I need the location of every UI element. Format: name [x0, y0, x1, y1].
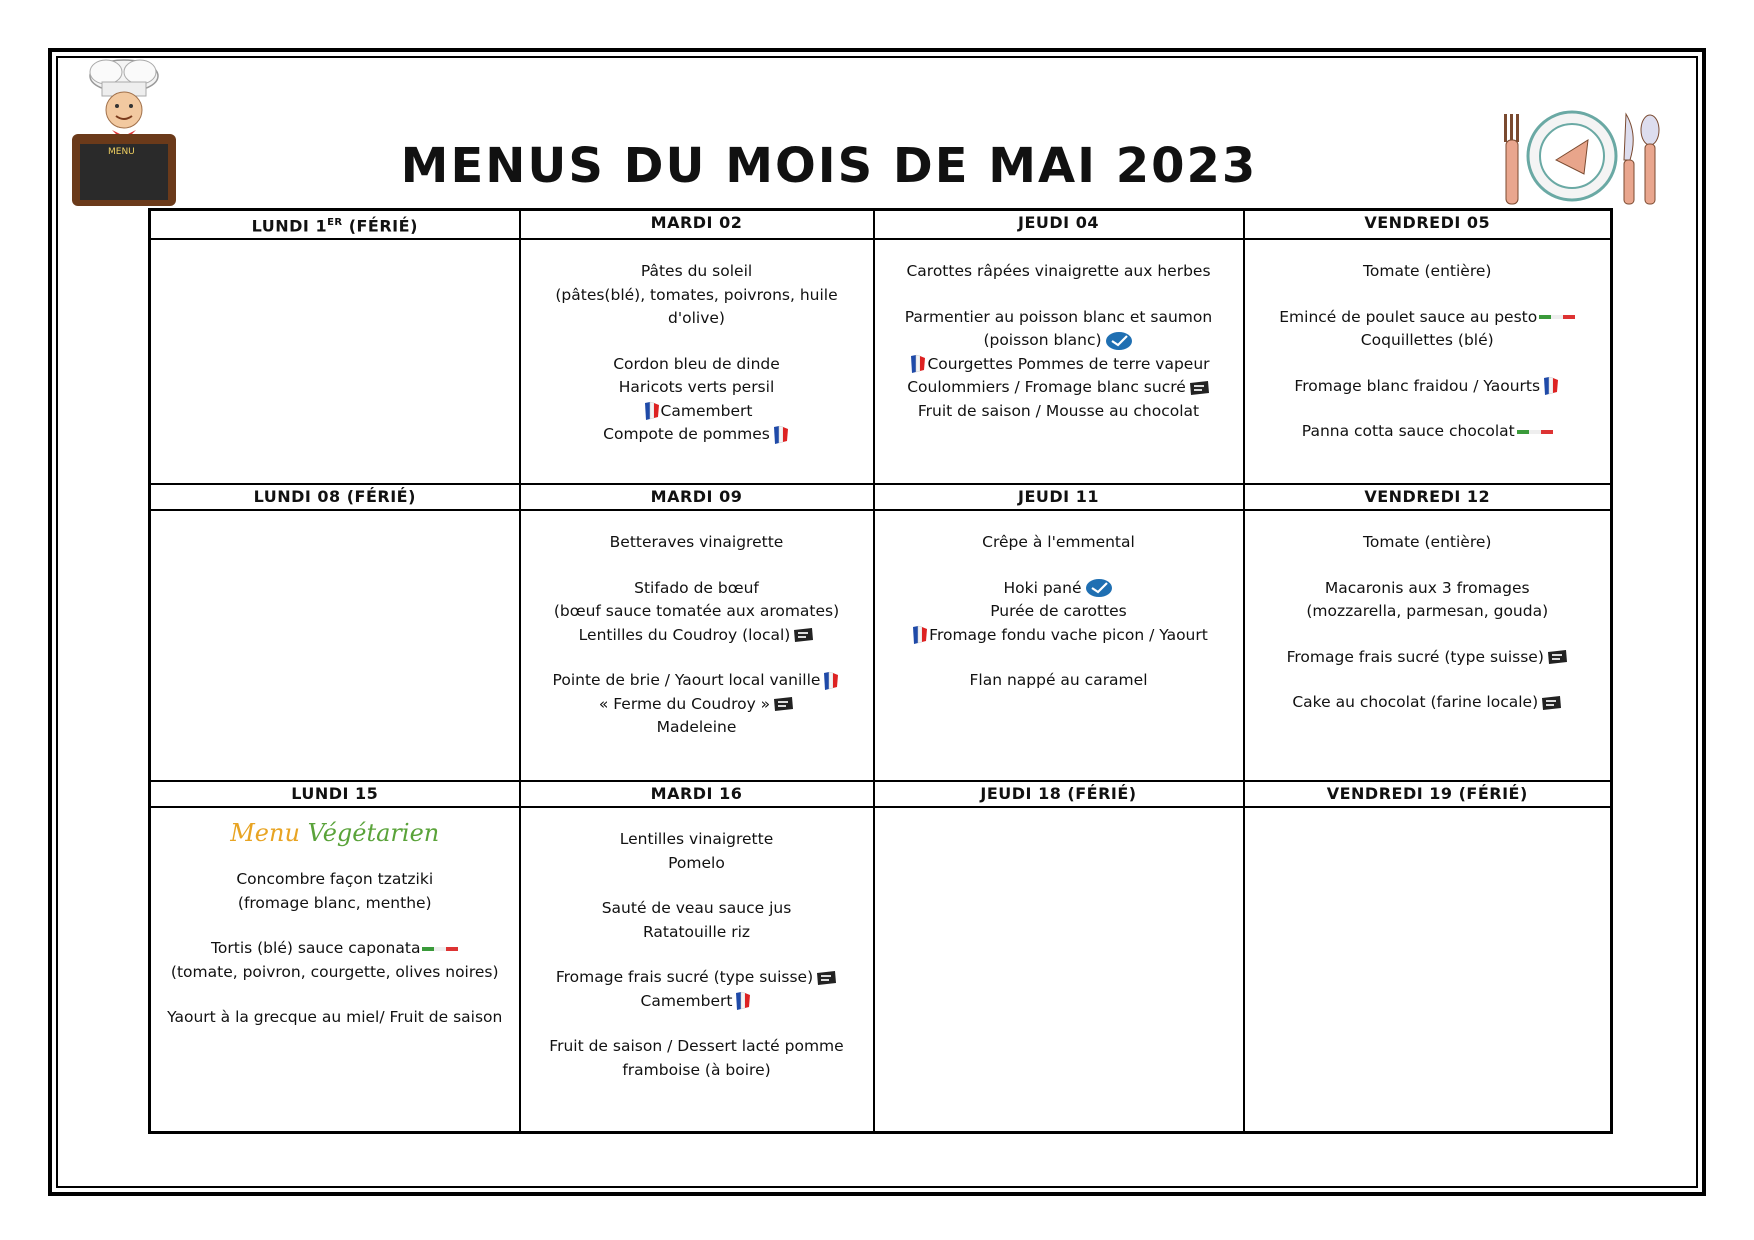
menu-item-text: Fruit de saison / Mousse au chocolat	[917, 401, 1200, 420]
quality-label-icon	[1540, 695, 1562, 711]
day-menu-cell	[150, 239, 520, 484]
italian-flag-icon	[422, 946, 458, 952]
day-menu-cell	[874, 239, 1244, 484]
menu-item	[1255, 646, 1601, 670]
day-menu-cell	[1244, 239, 1612, 484]
france-flag-icon	[643, 401, 661, 421]
menu-item-text: Pointe de brie / Yaourt local vanille	[552, 671, 821, 690]
day-menu-cell	[1244, 807, 1612, 1132]
menu-row	[150, 239, 1612, 484]
quality-label-icon	[792, 627, 814, 643]
menu-item	[161, 892, 509, 916]
item-spacer	[531, 555, 863, 577]
quality-label-icon	[1546, 649, 1568, 665]
menu-item-text: (poisson blanc)	[983, 331, 1102, 350]
menu-item	[1255, 329, 1601, 353]
day-header	[520, 484, 874, 510]
day-label: MARDI 09	[650, 487, 743, 507]
day-menu-cell	[150, 807, 520, 1132]
menu-item-text: (tomate, poivron, courgette, olives noires)	[170, 962, 499, 981]
menu-item-text: Cordon bleu de dinde	[613, 354, 780, 373]
day-header	[874, 484, 1244, 510]
menu-item-text: Madeleine	[656, 718, 737, 737]
france-flag-icon	[911, 625, 929, 645]
day-header-row	[150, 484, 1612, 510]
menu-item-text: Crêpe à l'emmental	[982, 533, 1135, 552]
day-label: VENDREDI 05	[1364, 213, 1491, 232]
menu-item-text: framboise (à boire)	[622, 1060, 771, 1079]
menu-item	[531, 828, 863, 852]
menu-item-text: Lentilles vinaigrette	[619, 830, 774, 849]
menu-item	[885, 353, 1233, 377]
day-label: VENDREDI 12	[1364, 487, 1491, 507]
item-spacer	[531, 331, 863, 353]
menu-item-text: Stifado de bœuf	[634, 578, 759, 597]
page-title: MENUS DU MOIS DE MAI 2023	[400, 138, 1258, 194]
menu-item	[161, 1006, 509, 1030]
menu-item-text: (fromage blanc, menthe)	[237, 893, 432, 912]
menu-item-text: Tomate (entière)	[1363, 262, 1492, 281]
menu-item-text: Purée de carottes	[990, 602, 1127, 621]
menu-row	[150, 807, 1612, 1132]
menu-item-text: (bœuf sauce tomatée aux aromates)	[553, 602, 840, 621]
menu-item	[531, 577, 863, 601]
menu-item	[531, 260, 863, 284]
menu-item	[161, 868, 509, 892]
france-flag-icon	[1542, 376, 1560, 396]
day-label: JEUDI 04	[1018, 213, 1099, 232]
item-spacer	[1255, 353, 1601, 375]
menu-item-text: Camembert	[660, 401, 753, 420]
menu-item	[885, 329, 1233, 353]
menu-item-text: Fromage fondu vache picon / Yaourt	[929, 625, 1208, 644]
item-spacer	[531, 875, 863, 897]
menu-item-text: Fromage frais sucré (type suisse)	[555, 968, 814, 987]
menu-item	[885, 669, 1233, 693]
menu-item-text: Tomate (entière)	[1363, 533, 1492, 552]
menu-item	[531, 624, 863, 648]
menu-item	[1255, 260, 1601, 284]
day-header	[150, 781, 520, 807]
menu-item	[1255, 306, 1601, 330]
day-header-row	[150, 210, 1612, 240]
france-flag-icon	[822, 671, 840, 691]
menu-item-text: Compote de pommes	[603, 425, 770, 444]
menu-item-text: Betteraves vinaigrette	[609, 533, 784, 552]
menu-item	[531, 284, 863, 308]
menu-item	[531, 353, 863, 377]
day-menu-cell	[874, 807, 1244, 1132]
menu-table	[148, 208, 1613, 1134]
menu-item	[531, 1035, 863, 1059]
menu-item	[531, 966, 863, 990]
menu-item	[531, 307, 863, 331]
menu-item-text: Hoki pané	[1003, 578, 1082, 597]
menu-item	[1255, 375, 1601, 399]
day-menu-cell	[150, 510, 520, 781]
day-menu-cell	[520, 807, 874, 1132]
day-menu-cell	[520, 239, 874, 484]
menu-item	[531, 852, 863, 876]
menu-item-text: Emincé de poulet sauce au pesto	[1279, 307, 1538, 326]
menu-item	[1255, 691, 1601, 715]
menu-item-text: Yaourt à la grecque au miel/ Fruit de saison	[167, 1008, 503, 1027]
day-label: LUNDI 08 (FÉRIÉ)	[253, 487, 416, 507]
item-spacer	[885, 647, 1233, 669]
menu-item	[531, 693, 863, 717]
italian-flag-icon	[1539, 314, 1575, 320]
menu-item-text: (mozzarella, parmesan, gouda)	[1306, 602, 1549, 621]
day-label: VENDREDI 19 (FÉRIÉ)	[1326, 784, 1528, 804]
menu-item-text: Coquillettes (blé)	[1360, 331, 1494, 350]
menu-item-text: Cake au chocolat (farine locale)	[1292, 693, 1539, 712]
day-menu-cell	[874, 510, 1244, 781]
day-header	[150, 210, 520, 240]
item-spacer	[161, 915, 509, 937]
menu-item-text: Parmentier au poisson blanc et saumon	[904, 307, 1213, 326]
menu-item	[885, 400, 1233, 424]
day-label: LUNDI 15	[291, 784, 379, 804]
menu-item-text: Camembert	[640, 991, 733, 1010]
day-label: JEUDI 11	[1018, 487, 1099, 507]
menu-item-text: Lentilles du Coudroy (local)	[578, 625, 791, 644]
sustainable-fish-icon	[1104, 331, 1134, 351]
menu-item	[1255, 420, 1601, 444]
menu-item-text: Fromage frais sucré (type suisse)	[1286, 647, 1544, 666]
item-spacer	[1255, 284, 1601, 306]
day-header	[1244, 484, 1612, 510]
menu-item	[531, 400, 863, 424]
day-label-superscript: ER	[327, 217, 343, 228]
menu-item	[885, 306, 1233, 330]
menu-item	[885, 376, 1233, 400]
france-flag-icon	[909, 354, 927, 374]
quality-label-icon	[772, 696, 794, 712]
menu-item-text: Fruit de saison / Dessert lacté pomme	[549, 1037, 844, 1056]
day-header	[1244, 781, 1612, 807]
day-header	[150, 484, 520, 510]
item-spacer	[531, 1013, 863, 1035]
menu-item-text: Concombre façon tzatziki	[236, 870, 434, 889]
menu-item-text: Haricots verts persil	[618, 378, 775, 397]
menu-item	[531, 1059, 863, 1083]
menu-item-text: Courgettes Pommes de terre vapeur	[927, 354, 1210, 373]
menu-item	[1255, 577, 1601, 601]
menu-item	[161, 961, 509, 985]
svg-text:MENU: MENU	[108, 147, 135, 157]
menu-item-text: Macaronis aux 3 fromages	[1324, 578, 1530, 597]
day-label-suffix: (FÉRIÉ)	[348, 216, 418, 236]
vegetarian-menu-logo	[151, 808, 519, 850]
item-spacer	[1255, 624, 1601, 646]
day-label: MARDI 02	[650, 213, 743, 232]
quality-label-icon	[815, 970, 837, 986]
italian-flag-icon	[1517, 429, 1553, 435]
menu-item	[1255, 531, 1601, 555]
item-spacer	[531, 647, 863, 669]
menu-item-text: Carottes râpées vinaigrette aux herbes	[906, 262, 1211, 281]
france-flag-icon	[734, 991, 752, 1011]
menu-item	[531, 716, 863, 740]
menu-item	[161, 937, 509, 961]
menu-item	[531, 669, 863, 693]
menu-item-text: Ratatouille riz	[642, 922, 751, 941]
menu-item-text: (pâtes(blé), tomates, poivrons, huile	[555, 285, 838, 304]
menu-item-text: Coulommiers / Fromage blanc sucré	[907, 378, 1186, 397]
item-spacer	[1255, 669, 1601, 691]
day-label: JEUDI 18 (FÉRIÉ)	[980, 784, 1137, 804]
menu-item	[531, 600, 863, 624]
item-spacer	[1255, 555, 1601, 577]
vegetarian-logo-menu-word: Menu	[230, 819, 300, 848]
menu-item	[885, 624, 1233, 648]
menu-item	[885, 600, 1233, 624]
menu-item-text: « Ferme du Coudroy »	[598, 694, 771, 713]
menu-item-text: Pâtes du soleil	[640, 262, 753, 281]
france-flag-icon	[772, 425, 790, 445]
day-header	[520, 210, 874, 240]
day-header	[1244, 210, 1612, 240]
menu-item-text: Panna cotta sauce chocolat	[1301, 422, 1515, 441]
item-spacer	[1255, 398, 1601, 420]
sustainable-fish-icon	[1084, 578, 1114, 598]
menu-item	[885, 531, 1233, 555]
menu-item	[1255, 600, 1601, 624]
menu-item	[531, 990, 863, 1014]
day-label: MARDI 16	[650, 784, 743, 804]
menu-item-text: Flan nappé au caramel	[969, 671, 1148, 690]
menu-item	[885, 577, 1233, 601]
menu-item	[531, 423, 863, 447]
item-spacer	[531, 944, 863, 966]
menu-item	[531, 376, 863, 400]
day-header-row	[150, 781, 1612, 807]
menu-item-text: Pomelo	[668, 853, 725, 872]
menu-item	[531, 531, 863, 555]
menu-item	[885, 260, 1233, 284]
menu-item	[531, 897, 863, 921]
day-menu-cell	[1244, 510, 1612, 781]
menu-row	[150, 510, 1612, 781]
menu-item-text: Fromage blanc fraidou / Yaourts	[1294, 376, 1541, 395]
menu-item	[531, 921, 863, 945]
item-spacer	[161, 984, 509, 1006]
day-header	[520, 781, 874, 807]
day-label: LUNDI 1	[251, 216, 328, 236]
item-spacer	[885, 284, 1233, 306]
day-menu-cell	[520, 510, 874, 781]
menu-item-text: Sauté de veau sauce jus	[601, 899, 792, 918]
item-spacer	[885, 555, 1233, 577]
day-header	[874, 210, 1244, 240]
day-header	[874, 781, 1244, 807]
menu-item-text: Tortis (blé) sauce caponata	[211, 939, 421, 958]
vegetarian-logo-veg-word: Végétarien	[307, 819, 440, 848]
quality-label-icon	[1188, 380, 1210, 396]
menu-item-text: d'olive)	[668, 309, 725, 328]
